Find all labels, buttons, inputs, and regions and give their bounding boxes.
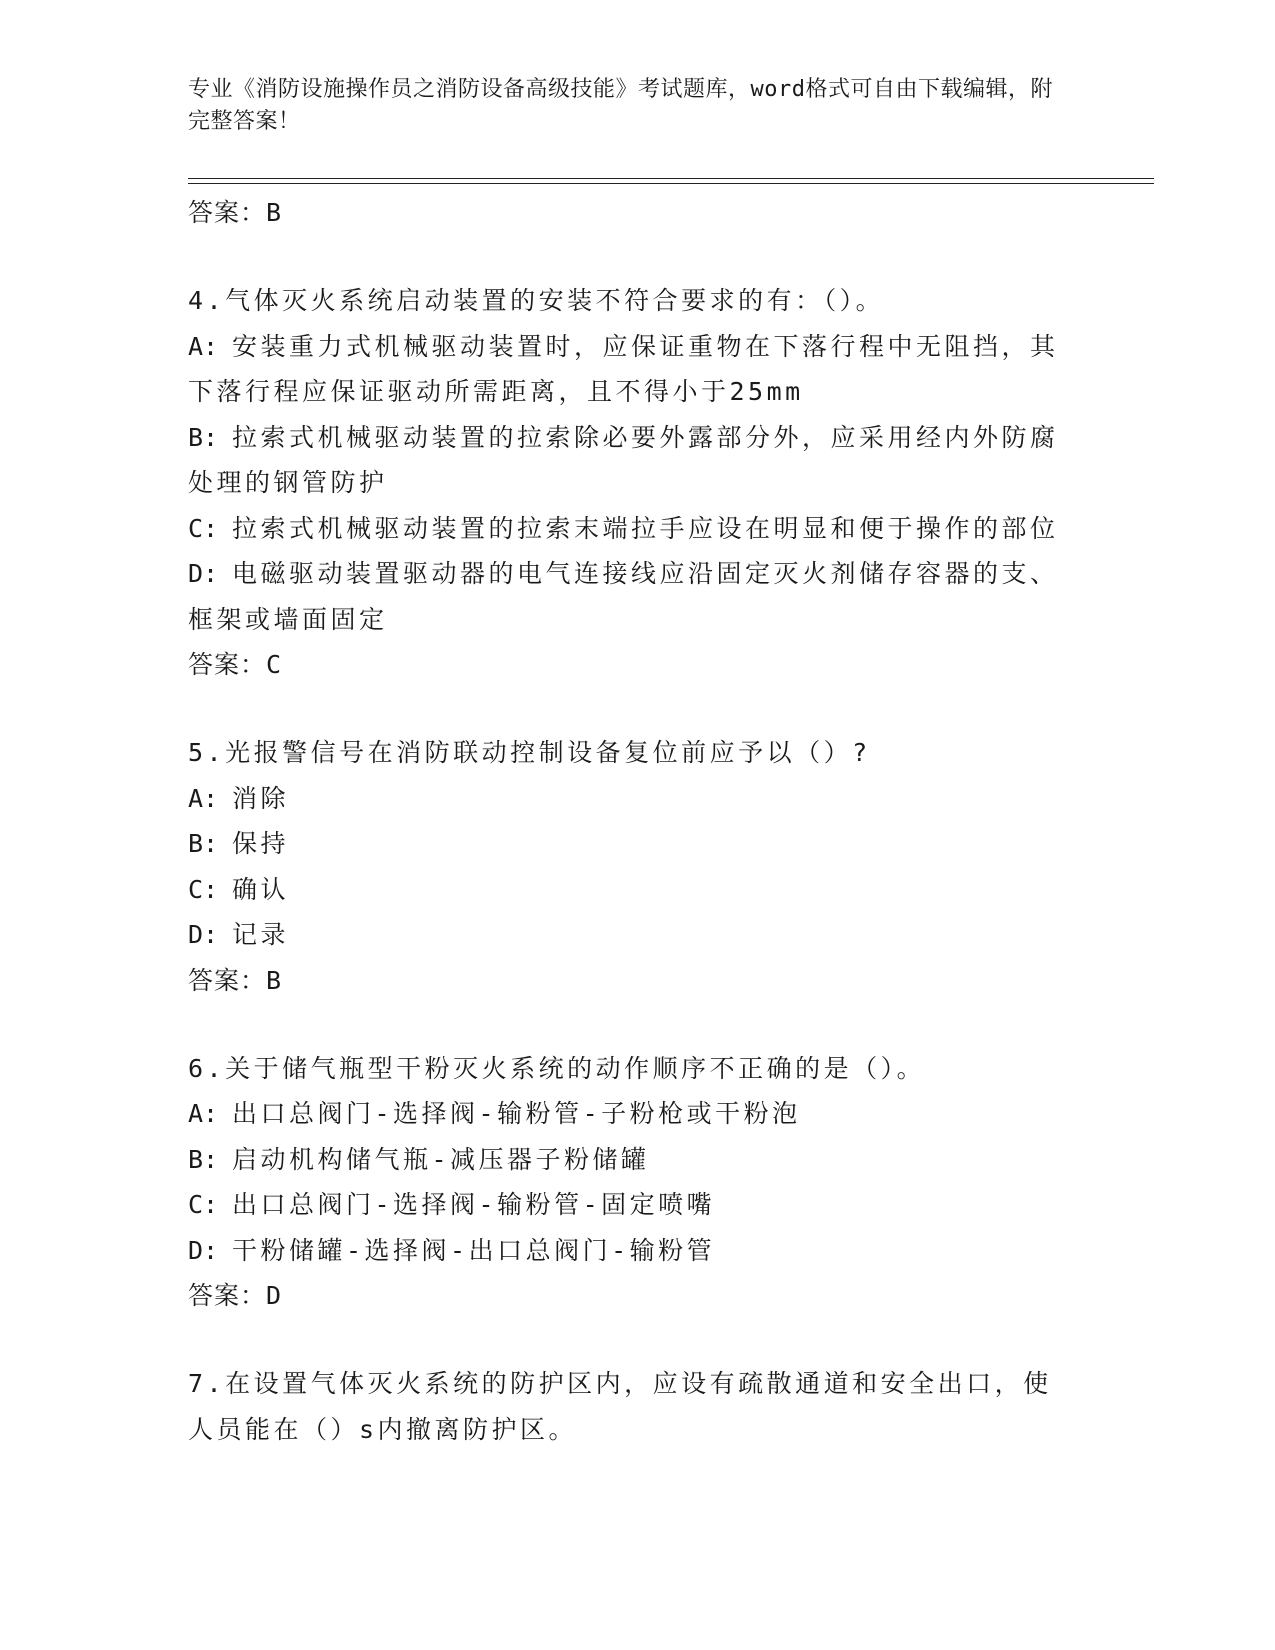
answer-label: 答案： [188,965,267,995]
option-letter: C: [188,1190,219,1219]
option-d [188,1228,1068,1274]
option-text: 拉索式机械驱动装置的拉索末端拉手应设在明显和便于操作的部位 [232,513,1059,543]
option-letter: B: [188,422,219,452]
option-letter: A: [188,1099,219,1128]
answer-line [188,642,1088,688]
question-7 [188,1361,1088,1452]
answer-label: 答案： [188,650,267,679]
option-letter: D: [188,1235,219,1265]
question-4 [188,278,1088,688]
answer-label: 答案： [188,198,267,227]
question-6 [188,1046,1088,1320]
option-letter: A: [188,331,219,361]
option-c [188,1182,1068,1228]
option-text: 记录 [232,920,290,949]
option-a [188,324,1068,415]
answer-value: D [266,1281,283,1310]
option-letter: D: [188,559,219,588]
header-rule-bottom [188,183,1154,184]
question-stem: 7.在设置气体灭火系统的防护区内，应设有疏散通道和安全出口，使人员能在（）s内撤离防护区。 [188,1369,1052,1444]
answer-label: 答案： [188,1281,267,1310]
option-text: 电磁驱动装置驱动器的电气连接线应沿固定灭火剂储存容器的支、框架或墙面固定 [188,559,1059,634]
option-text: 出口总阀门-选择阀-输粉管-子粉枪或干粉泡 [232,1099,801,1128]
header-rule-top [188,178,1154,179]
answer-value: B [266,198,283,227]
option-b [188,415,1068,506]
question-stem: 4.气体灭火系统启动装置的安装不符合要求的有：（）。 [188,286,885,315]
answer-line [188,1273,1088,1319]
option-text: 拉索式机械驱动装置的拉索除必要外露部分外，应采用经内外防腐处理的钢管防护 [188,422,1059,497]
option-c [188,867,1068,913]
option-letter: C: [188,874,219,904]
option-d [188,912,1068,958]
option-text: 安装重力式机械驱动装置时，应保证重物在下落行程中无阻挡，其下落行程应保证驱动所需距离，且不得小于25mm [188,331,1059,406]
answer-line [188,190,1088,236]
option-text: 启动机构储气瓶-减压器子粉储罐 [232,1144,650,1174]
option-letter: A: [188,783,219,813]
option-text: 消除 [232,783,290,813]
question-5 [188,730,1088,1004]
option-text: 干粉储罐-选择阀-出口总阀门-输粉管 [232,1235,716,1265]
option-c [188,506,1068,552]
option-text: 出口总阀门-选择阀-输粉管-固定喷嘴 [232,1190,716,1219]
answer-line [188,958,1088,1004]
option-letter: D: [188,920,219,949]
option-letter: B: [188,1144,219,1174]
document-header: 专业《消防设施操作员之消防设备高级技能》考试题库，word格式可自由下载编辑，附完整答案！ [188,77,1053,134]
question-stem: 6.关于储气瓶型干粉灭火系统的动作顺序不正确的是（）。 [188,1053,926,1083]
option-a [188,776,1068,822]
answer-value: C [266,650,283,679]
option-letter: B: [188,829,219,858]
question-stem: 5.光报警信号在消防联动控制设备复位前应予以（）? [188,738,871,767]
option-a [188,1091,1068,1137]
option-text: 确认 [232,874,290,904]
option-letter: C: [188,513,219,543]
option-text: 保持 [232,829,290,858]
option-d [188,551,1068,642]
option-b [188,1137,1068,1183]
question-list [188,190,1088,1452]
answer-value: B [266,965,283,995]
option-b [188,821,1068,867]
